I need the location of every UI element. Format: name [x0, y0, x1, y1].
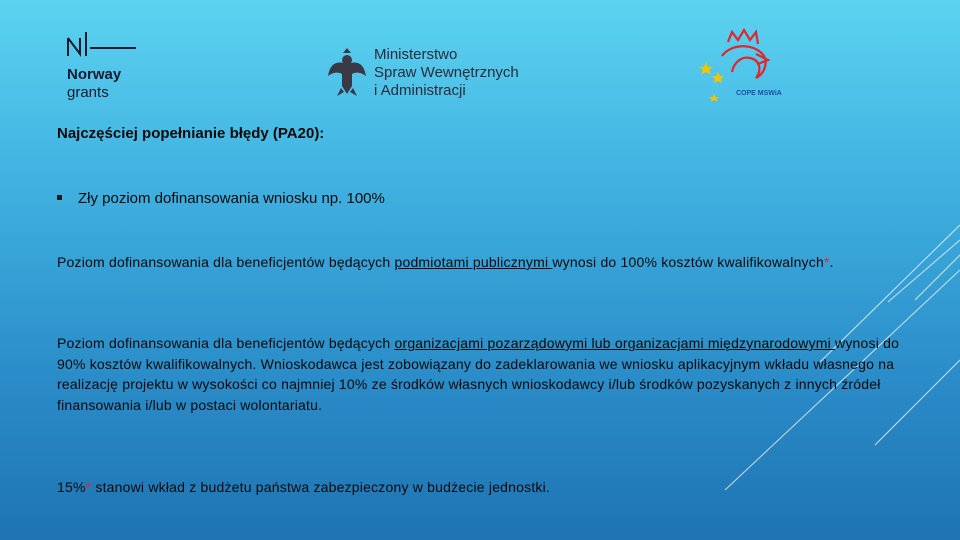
- p2-underlined-text: organizacjami pozarządowymi lub organizacjami międzynarodowymi: [394, 335, 836, 351]
- p1-underlined-text: podmiotami publicznymi: [394, 254, 553, 270]
- slide-title: Najczęściej popełnianie błędy (PA20):: [57, 125, 325, 142]
- p2-text-after: wynosi do 90% kosztów kwalifikowalnych. Wnioskodawca jest zobowiązany do zadeklarowania we wniosku aplikacyjnym wkładu własnego na realizację projektu w wysokości co najmniej 10% ze środków własnych wnioskodawcy i/lub środków pozyskanych z innych źródeł finansowania i/lub w postaci wolontariatu.: [57, 335, 900, 413]
- p3-text-after: stanowi wkład z budżetu państwa zabezpieczony w budżecie jednostki.: [91, 479, 551, 495]
- bullet-item: [57, 190, 385, 207]
- p1-text-before: Poziom dofinansowania dla beneficjentów będących: [57, 254, 395, 270]
- p1-text-after: wynosi do 100% kosztów kwalifikowalnych: [552, 254, 824, 270]
- p3-text-before: 15%: [57, 479, 86, 495]
- paragraph-state-budget: [57, 477, 917, 498]
- cope-label: COPE MSWiA: [736, 90, 782, 97]
- p1-text-end: .: [829, 254, 834, 270]
- cope-logo: [694, 28, 784, 108]
- mswia-line-1: Ministerstwo: [374, 46, 458, 63]
- bullet-text: Zły poziom dofinansowania wniosku np. 100%: [78, 190, 385, 207]
- grants-label: grants: [67, 84, 109, 101]
- p1-footnote-star: *: [823, 254, 830, 270]
- p2-text-before: Poziom dofinansowania dla beneficjentów będących: [57, 335, 395, 351]
- eagle-emblem-icon: [326, 46, 368, 98]
- norway-grants-mark-icon: [66, 28, 138, 62]
- paragraph-ngo: [57, 333, 917, 415]
- norway-label: Norway: [67, 66, 122, 83]
- norway-grants-logo: [64, 28, 144, 108]
- mswia-line-3: i Administracji: [374, 82, 466, 99]
- p3-footnote-star: *: [85, 479, 92, 495]
- mswia-line-2: Spraw Wewnętrznych: [374, 64, 519, 81]
- paragraph-public-entities: [57, 252, 857, 273]
- mswia-name: [374, 46, 519, 100]
- bullet-square-icon: [57, 195, 62, 200]
